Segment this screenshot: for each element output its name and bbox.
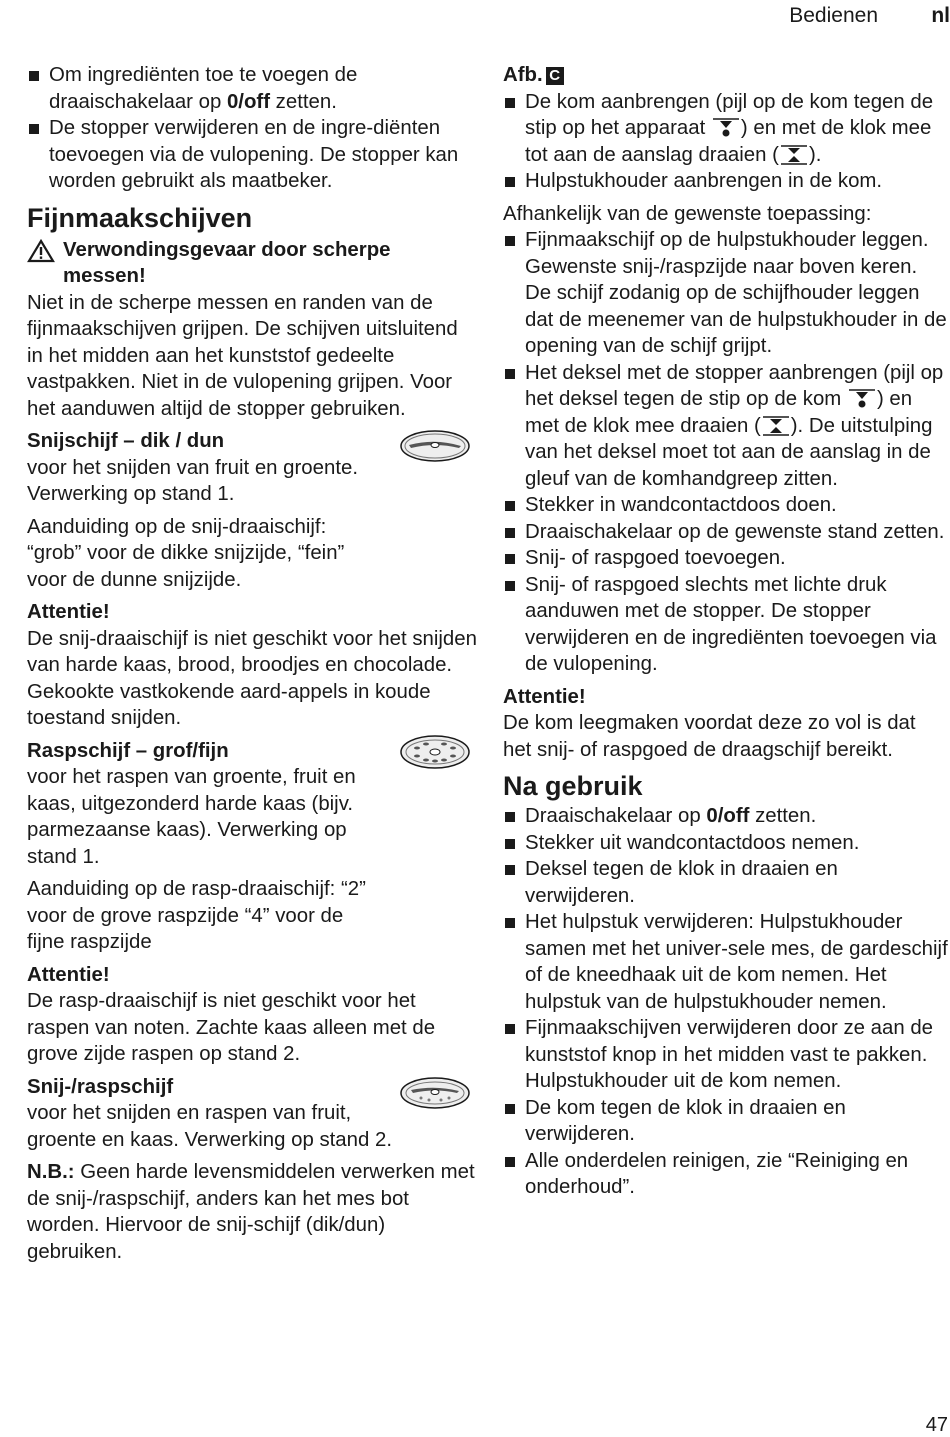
list-item: Stekker in wandcontactdoos doen.	[503, 492, 948, 519]
bullet-text: Om ingrediënten toe te voegen de draaischakelaar op	[49, 64, 358, 113]
slicing-disc-icon	[399, 428, 471, 464]
arrow-to-dot-icon	[711, 116, 741, 138]
note-label: N.B.:	[27, 1161, 75, 1183]
list-item: Het hulpstuk verwijderen: Hulpstukhouder samen met het univer-sele mes, de gardeschijf of de kneedhaak uit de kom nemen. Het hulpstuk van de hulpstukhouder nemen.	[503, 909, 948, 1015]
list-item: Deksel tegen de klok in draaien en verwijderen.	[503, 856, 948, 909]
lock-position-icon	[761, 414, 791, 436]
attention-body: De snij-draaischijf is niet geschikt voor het snijden van harde kaas, brood, broodjes en chocolade. Gekookte vastkokende aard-appels in koude toestand snijden.	[27, 627, 477, 729]
snijschijf-title: Snijschijf – dik / dun	[27, 430, 225, 452]
snijrasp-block	[27, 1074, 477, 1154]
switch-position: 0/off	[706, 805, 750, 827]
list-item: Snij- of raspgoed slechts met lichte druk aanduwen met de stopper. De stopper verwijderen en de ingrediënten toevoegen via de vulopening.	[503, 572, 948, 678]
section-heading-fijnmaakschijven: Fijnmaakschijven	[27, 202, 253, 233]
raspschijf-title: Raspschijf – grof/fijn	[27, 739, 229, 762]
list-item: De kom aanbrengen (pijl op de kom tegen de stip op het apparaat ) en met de klok mee tot aan de aanslag draaien ( ).	[503, 89, 948, 169]
section-title: Bedienen	[789, 4, 878, 27]
lock-position-icon	[779, 143, 809, 165]
list-item: Draaischakelaar op de gewenste stand zetten.	[503, 519, 948, 546]
list-item: Fijnmaakschijf op de hulpstukhouder leggen. Gewenste snij-/raspzijde naar boven keren. De schijf zodanig op de schijfhouder leggen dat de meenemer van de hulpstukhouder in de opening van de schijf grijpt.	[503, 227, 948, 360]
snijschijf-block	[27, 428, 477, 508]
paragraph: Afhankelijk van de gewenste toepassing:	[503, 202, 872, 225]
warning-text: Verwondingsgevaar door scherpe messen!	[63, 238, 391, 287]
grating-disc-icon	[399, 732, 471, 772]
list-item: Fijnmaakschijven verwijderen door ze aan de kunststof knop in het midden vast te pakken. Hulpstukhouder uit de kom nemen.	[503, 1015, 948, 1095]
bullet-text: zetten.	[270, 90, 337, 113]
snijrasp-title: Snij-/raspschijf	[27, 1075, 174, 1098]
snijschijf-note: Aanduiding op de snij-draaischijf: “grob” voor de dikke snijzijde, “fein” voor de dunne snijzijde.	[27, 515, 345, 591]
raspschijf-block	[27, 738, 477, 871]
raspschijf-note: Aanduiding op de rasp-draaischijf: “2” voor de grove raspzijde “4” voor de fijne raspzijde	[27, 878, 366, 953]
list-item: Alle onderdelen reinigen, zie “Reiniging en onderhoud”.	[503, 1148, 948, 1201]
list-item: Stekker uit wandcontactdoos nemen.	[503, 830, 948, 857]
list-item: Het deksel met de stopper aanbrengen (pijl op het deksel tegen de stip op de kom ) en met de klok mee draaien ( ). De uitstulping van het deksel moet tot aan de aanslag in de gleuf van de komhandgreep zitten.	[503, 360, 948, 493]
figure-letter-badge: C	[546, 67, 564, 85]
list-item: Hulpstukhouder aanbrengen in de kom.	[503, 168, 948, 195]
warning-body: Niet in de scherpe messen en randen van de fijnmaakschijven grijpen. De schijven uitsluitend in het midden aan het kunststof gedeelte vastpakken. Niet in de vulopening grijpen. Voor het aanduwen altijd de stopper gebruiken.	[27, 291, 458, 420]
attention-title: Attentie!	[27, 601, 110, 623]
switch-position: 0/off	[226, 90, 271, 113]
page-header	[0, 4, 950, 30]
right-column	[503, 62, 948, 1201]
figure-label: Afb.	[503, 64, 543, 86]
note-nb	[27, 1159, 477, 1265]
raspschijf-body: voor het raspen van groente, fruit en kaas, uitgezonderd harde kaas (bijv. parmezaanse kaas). Verwerking op stand 1.	[27, 766, 356, 868]
list-item: Snij- of raspgoed toevoegen.	[503, 545, 948, 572]
section-heading-na-gebruik: Na gebruik	[503, 771, 643, 801]
attention-body: De kom leegmaken voordat deze zo vol is dat het snij- of raspgoed de draagschijf bereikt.	[503, 712, 916, 761]
list-item: De kom tegen de klok in draaien en verwijderen.	[503, 1095, 948, 1148]
language-code: nl	[931, 4, 950, 27]
warning-title	[27, 237, 477, 290]
warning-triangle-icon	[27, 239, 55, 263]
arrow-to-dot-icon	[847, 387, 877, 409]
attention-title: Attentie!	[503, 685, 586, 708]
list-item	[27, 62, 477, 115]
note-text: Geen harde levensmiddelen verwerken met de snij-/raspschijf, anders kan het mes bot worden. Hiervoor de snij-schijf (dik/dun) gebruiken.	[27, 1161, 475, 1263]
attention-title: Attentie!	[27, 963, 110, 986]
list-item: De stopper verwijderen en de ingre-diënten toevoegen via de vulopening. De stopper kan worden gebruikt als maatbeker.	[27, 115, 477, 195]
snijschijf-body: voor het snijden van fruit en groente. Verwerking op stand 1.	[27, 456, 358, 505]
attention-body: De rasp-draaischijf is niet geschikt voor het raspen van noten. Zachte kaas alleen met de grove zijde raspen op stand 2.	[27, 990, 436, 1065]
slicing-grating-disc-icon	[399, 1074, 471, 1112]
page-number: 47	[925, 1414, 948, 1436]
list-item: Draaischakelaar op 0/off zetten.	[503, 803, 948, 830]
left-column	[27, 62, 477, 1265]
figure-reference	[503, 62, 948, 89]
snijrasp-body: voor het snijden en raspen van fruit, groente en kaas. Verwerking op stand 2.	[27, 1102, 392, 1151]
